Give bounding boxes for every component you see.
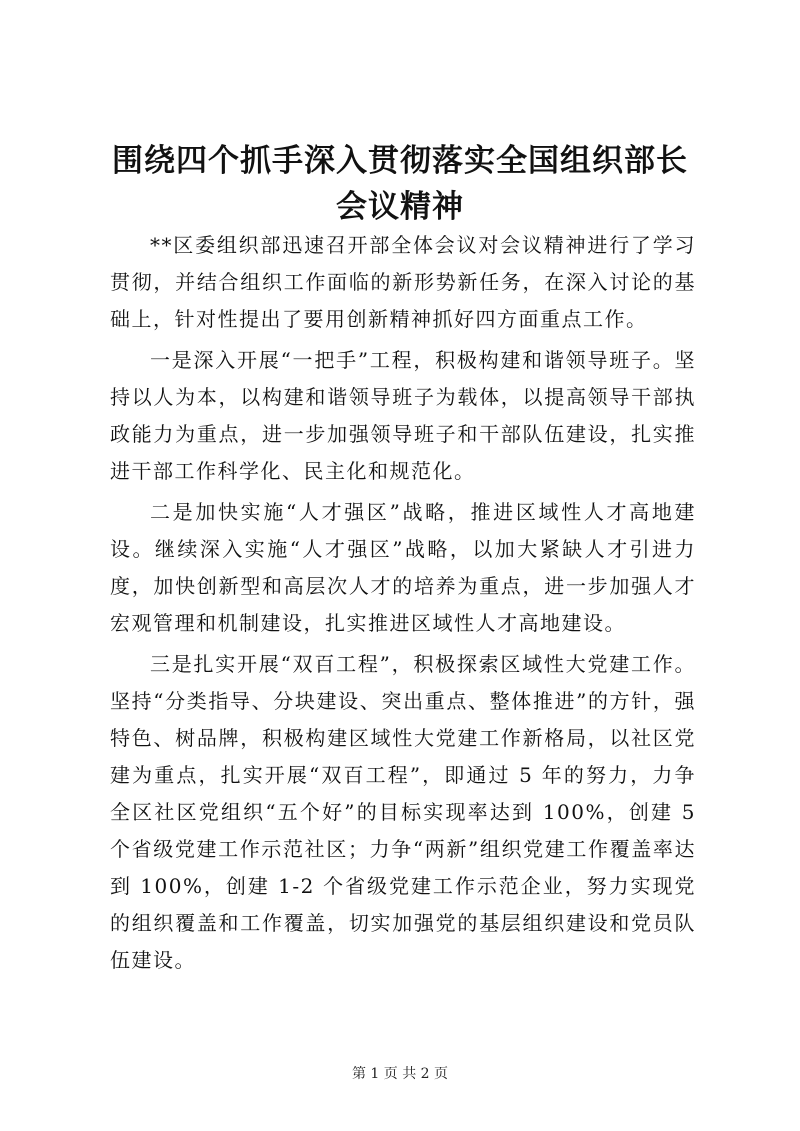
document-body [110,227,696,983]
page-footer [0,1064,800,1084]
paragraph-intro: **区委组织部迅速召开部全体会议对会议精神进行了学习贯彻，并结合组织工作面临的新形势新任务，在深入讨论的基础上，针对性提出了要用创新精神抓好四方面重点工作。 [110,233,696,331]
paragraph-point-one: 一是深入开展“一把手”工程，积极构建和谐领导班子。坚持以人为本，以构建和谐领导班子为载体，以提高领导干部执政能力为重点，进一步加强领导班子和干部队伍建设，扎实推进干部工作科学化、民主化和规范化。 [110,348,696,483]
paragraph-point-two: 二是加快实施“人才强区”战略，推进区域性人才高地建设。继续深入实施“人才强区”战略，以加大紧缺人才引进力度，加快创新型和高层次人才的培养为重点，进一步加强人才宏观管理和机制建设，扎实推进区域性人才高地建设。 [110,500,696,635]
document-title: 围绕四个抓手深入贯彻落实全国组织部长会议精神 [112,143,688,225]
paragraph-point-three: 三是扎实开展“双百工程”，积极探索区域性大党建工作。坚持“分类指导、分块建设、突出重点、整体推进”的方针，强特色、树品牌，积极构建区域性大党建工作新格局，以社区党建为重点，扎实开展“双百工程”，即通过 5 年的努力，力争全区社区党组织“五个好”的目标实现率达到 100%，创建 5 个省级党建工作示范社区；力争“两新”组织党建工作覆盖率达到 100%，创建 1-2 个省级党建工作示范企业，努力实现党的组织覆盖和工作覆盖，切实加强党的基层组织建设和党员队伍建设。 [110,652,696,972]
page-number-label: 第 1 页 共 2 页 [351,1066,449,1082]
